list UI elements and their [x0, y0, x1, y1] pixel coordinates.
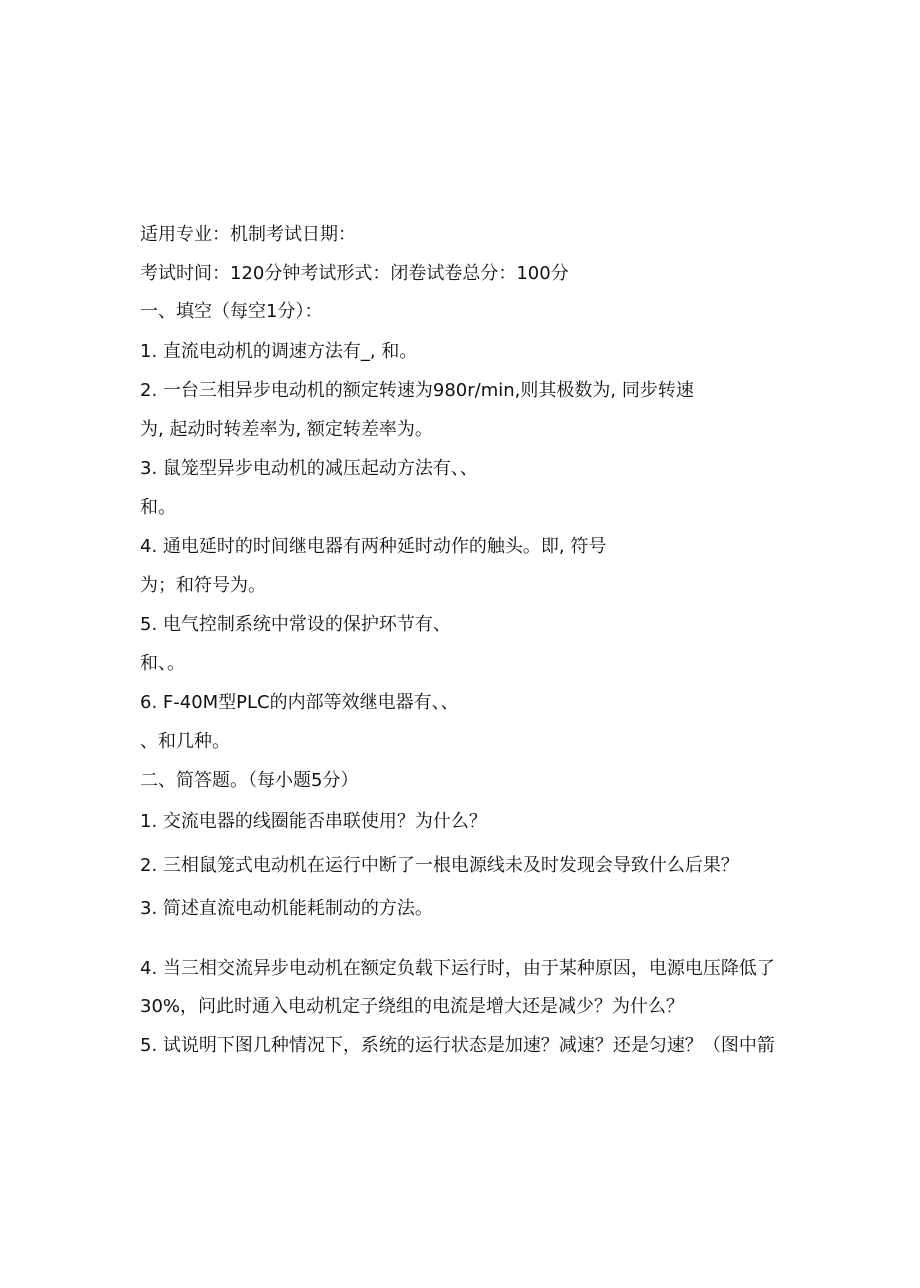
question-2-3: 3. 简述直流电动机能耗制动的方法。 — [140, 898, 433, 919]
section1-title: 一、填空（每空1分）： — [140, 301, 323, 322]
question-1-5-line1: 5. 电气控制系统中常设的保护环节有、 — [140, 614, 451, 635]
question-1-5-line2: 和、。 — [140, 653, 185, 674]
question-1-4-line1: 4. 通电延时的时间继电器有两种延时动作的触头。即, 符号 — [140, 536, 607, 557]
question-1-6-line1: 6. F-40M型PLC的内部等效继电器有、、 — [140, 692, 459, 713]
question-1-3-line2: 和。 — [140, 497, 176, 518]
question-1-6-line2: 、和几种。 — [140, 731, 230, 752]
question-1-4-line2: 为；和符号为。 — [140, 575, 266, 596]
question-2-1: 1. 交流电器的线圈能否串联使用？为什么？ — [140, 811, 487, 832]
question-1-2-line2: 为, 起动时转差率为, 额定转差率为。 — [140, 419, 433, 440]
question-1-1: 1. 直流电动机的调速方法有_, 和。 — [140, 341, 418, 362]
exam-info-line: 考试时间：120分钟考试形式：闭卷试卷总分：100分 — [140, 263, 569, 284]
question-2-4-line1: 4. 当三相交流异步电动机在额定负载下运行时，由于某种原因，电源电压降低了 — [140, 958, 775, 979]
question-2-4-line2: 30%，问此时通入电动机定子绕组的电流是增大还是减少？为什么？ — [140, 996, 685, 1017]
question-2-2: 2. 三相鼠笼式电动机在运行中断了一根电源线未及时发现会导致什么后果？ — [140, 855, 739, 876]
major-line: 适用专业：机制考试日期： — [140, 224, 356, 245]
question-2-5-line1: 5. 试说明下图几种情况下，系统的运行状态是加速？减速？还是匀速？（图中箭 — [140, 1035, 775, 1056]
section2-title: 二、简答题。（每小题5分） — [140, 770, 359, 791]
question-1-2-line1: 2. 一台三相异步电动机的额定转速为980r/min,则其极数为, 同步转速 — [140, 380, 694, 401]
question-1-3-line1: 3. 鼠笼型异步电动机的减压起动方法有、、 — [140, 458, 478, 479]
